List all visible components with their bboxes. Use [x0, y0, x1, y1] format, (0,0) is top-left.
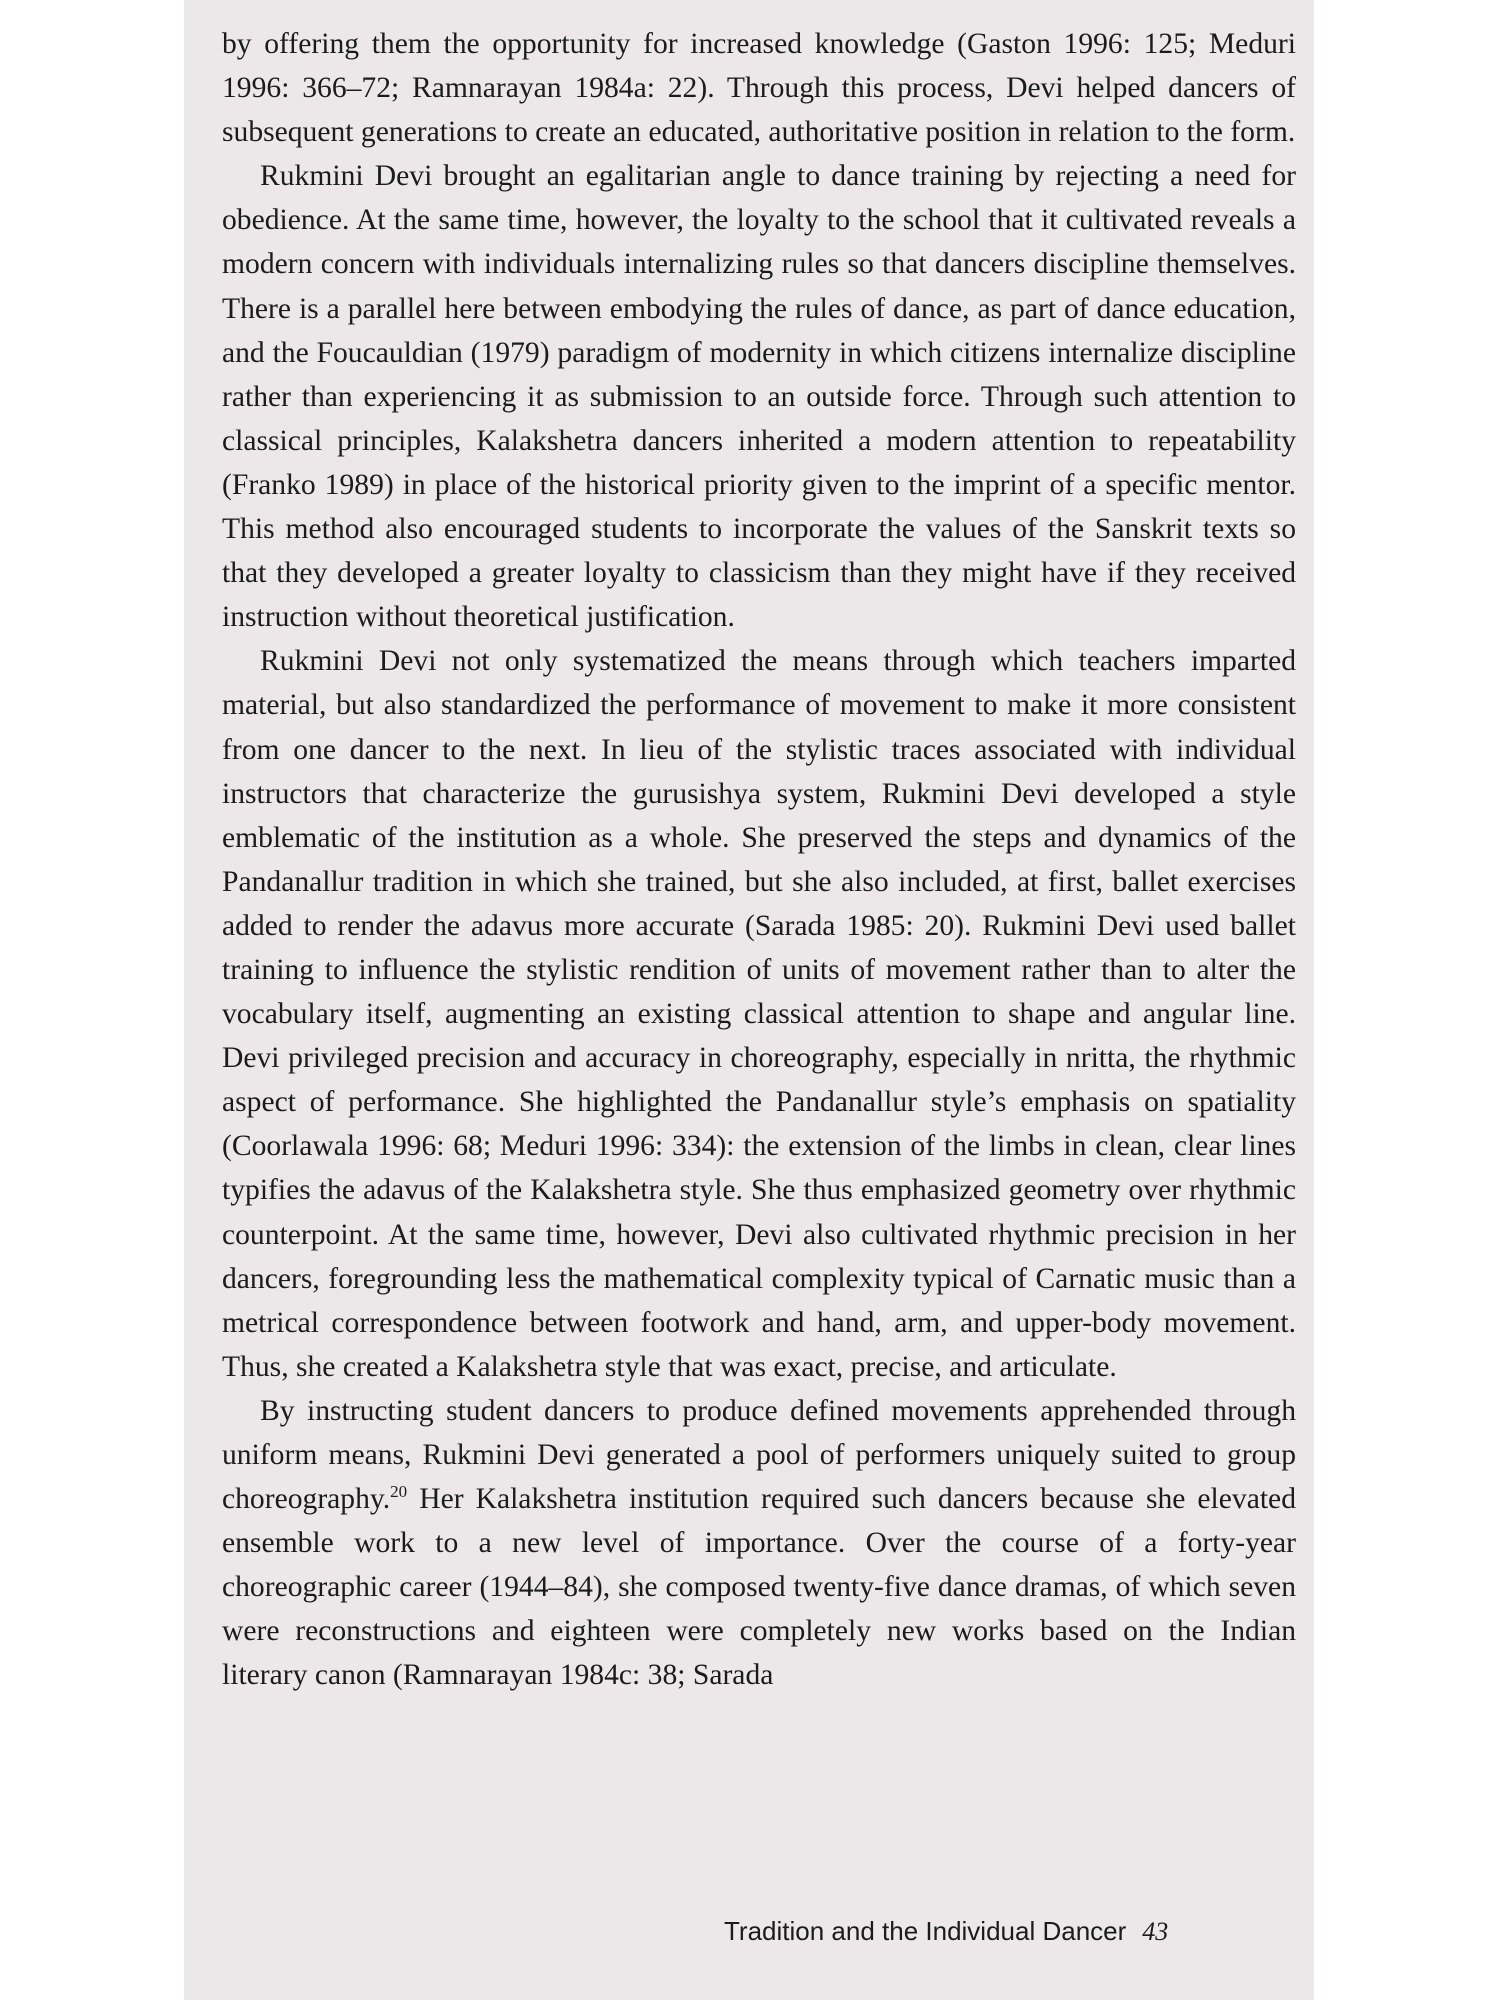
paragraph-3: Rukmini Devi not only systematized the means through which teachers imparted material, but also standardized the performance of movement to make it more consistent from one dancer to the next. In lieu of the stylistic traces associated with individual instructors that characterize the gurusishya system, Rukmini Devi developed a style emblematic of the institution as a whole. She preserved the steps and dynamics of the Pandanallur tradition in which she trained, but she also included, at first, ballet exercises added to render the adavus more accurate (Sarada 1985: 20). Rukmini Devi used ballet training to influence the stylistic rendition of units of movement rather than to alter the vocabulary itself, augmenting an existing classical attention to shape and angular line. Devi privileged precision and accuracy in choreography, especially in nritta, the rhythmic aspect of performance. She highlighted the Pandanallur style’s emphasis on spatiality (Coorlawala 1996: 68; Meduri 1996: 334): the extension of the limbs in clean, clear lines typifies the adavus of the Kalakshetra style. She thus emphasized geometry over rhythmic counterpoint. At the same time, however, Devi also cultivated rhythmic precision in her dancers, foregrounding less the mathematical complexity typical of Carnatic music than a metrical correspondence between footwork and hand, arm, and upper-body movement. Thus, she created a Kalakshetra style that was exact, precise, and articulate.	[222, 645, 1296, 1383]
paragraph-2: Rukmini Devi brought an egalitarian angle to dance training by rejecting a need for obedience. At the same time, however, the loyalty to the school that it cultivated reveals a modern concern with individuals internalizing rules so that dancers discipline themselves. There is a parallel here between embodying the rules of dance, as part of dance education, and the Foucauldian (1979) paradigm of modernity in which citizens internalize discipline rather than experiencing it as submission to an outside force. Through such attention to classical principles, Kalakshetra dancers inherited a modern attention to repeatability (Franko 1989) in place of the historical priority given to the imprint of a specific mentor. This method also encouraged students to incorporate the values of the Sanskrit texts so that they developed a greater loyalty to classicism than they might have if they received instruction without theoretical justification.	[222, 160, 1296, 634]
paragraph-4-text-start: By instructing student dancers to produce defined movements apprehended through uniform means, Rukmini Devi generated a pool of performers uniquely suited to group choreography.	[222, 1394, 1296, 1516]
body-text	[222, 22, 1296, 1698]
page-number: 43	[1142, 1917, 1169, 1946]
page-footer	[724, 1916, 1284, 1947]
paragraph-4	[222, 1389, 1296, 1698]
endnote-marker[interactable]: 20	[390, 1482, 408, 1502]
running-head: Tradition and the Individual Dancer	[724, 1916, 1127, 1946]
book-page	[184, 0, 1314, 2000]
paragraph-1: by offering them the opportunity for increased knowledge (Gaston 1996: 125; Meduri 1996: 366–72; Ramnarayan 1984a: 22). Through this process, Devi helped dancers of subsequent generations to create an educated, authoritative position in relation to the form.	[222, 28, 1296, 149]
paragraph-4-text-end: Her Kalakshetra institution required such dancers because she elevated ensemble work to a new level of importance. Over the course of a forty-year choreographic career (1944–84), she composed twenty-five dance dramas, of which seven were reconstructions and eighteen were completely new works based on the Indian literary canon (Ramnarayan 1984c: 38; Sarada	[222, 1483, 1296, 1692]
